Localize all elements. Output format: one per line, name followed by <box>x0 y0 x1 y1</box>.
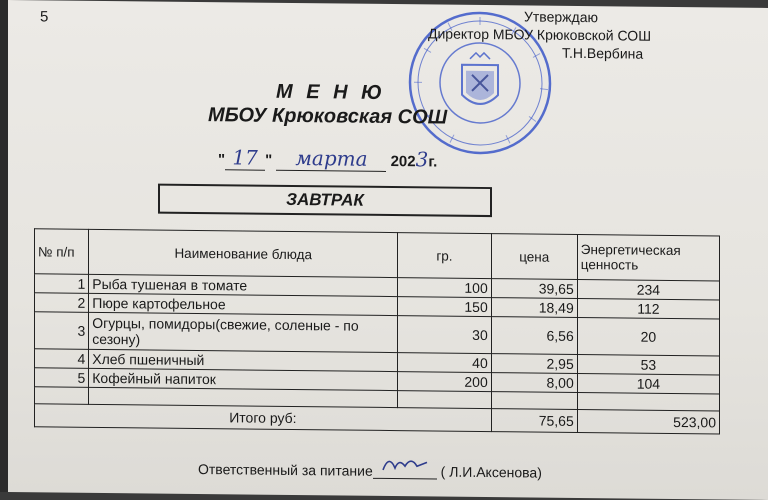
approval-line1: Утверждаю <box>524 7 651 26</box>
date-year-prefix: 202 <box>391 153 416 170</box>
header-price: цена <box>491 234 577 280</box>
row-num: 1 <box>35 274 89 294</box>
total-label: Итого руб: <box>35 404 492 432</box>
row-num: 5 <box>35 368 89 388</box>
row-name: Хлеб пшеничный <box>89 349 398 371</box>
approval-block <box>428 6 651 62</box>
meal-title: ЗАВТРАК <box>158 184 492 217</box>
row-name: Рыба тушеная в томате <box>89 274 398 296</box>
row-energy: 20 <box>577 317 719 355</box>
row-num: 3 <box>35 312 89 350</box>
row-energy: 112 <box>577 298 719 318</box>
date-day: 17 <box>225 145 265 170</box>
row-name: Огурцы, помидоры(свежие, соленые - по сезону) <box>89 312 398 352</box>
responsible-label: Ответственный за питание <box>198 461 373 479</box>
row-name: Пюре картофельное <box>89 293 398 315</box>
date-open-quote: " <box>218 151 225 168</box>
header-gr: гр. <box>398 233 492 279</box>
header-energy: Энергетическая ценность <box>577 234 719 280</box>
date-year-digit: 3 <box>416 147 429 171</box>
row-gr: 100 <box>398 278 492 298</box>
menu-table <box>34 228 720 434</box>
approval-line2: Директор МБОУ Крюковской СОШ <box>428 24 651 44</box>
menu-date <box>218 145 437 172</box>
row-energy: 234 <box>577 279 719 299</box>
row-price: 39,65 <box>491 279 577 299</box>
row-gr: 200 <box>398 372 492 392</box>
approval-line3: Т.Н.Вербина <box>562 44 651 63</box>
responsible-person <box>198 460 542 481</box>
date-close-quote: " <box>265 152 272 169</box>
row-gr: 40 <box>398 353 492 373</box>
date-year-suffix: г. <box>428 153 437 170</box>
page-title: М Е Н Ю <box>276 81 386 105</box>
school-name: МБОУ Крюковская СОШ <box>208 104 447 130</box>
row-price: 6,56 <box>491 317 577 355</box>
row-price: 18,49 <box>491 298 577 318</box>
row-energy: 104 <box>577 373 719 393</box>
row-price: 8,00 <box>491 373 577 393</box>
page-number: 5 <box>40 8 48 25</box>
responsible-name: ( Л.И.Аксенова) <box>441 464 542 481</box>
row-name: Кофейный напиток <box>89 368 398 390</box>
signature <box>373 462 437 480</box>
row-gr: 30 <box>398 316 492 354</box>
table-header-row <box>35 229 720 281</box>
header-name: Наименование блюда <box>89 229 398 277</box>
date-month: марта <box>276 146 386 172</box>
row-num: 4 <box>35 349 89 369</box>
row-num: 2 <box>35 293 89 313</box>
menu-document <box>8 0 768 500</box>
header-num: № п/п <box>35 229 89 275</box>
total-energy: 523,00 <box>577 409 719 433</box>
row-energy: 53 <box>577 354 719 374</box>
row-price: 2,95 <box>491 354 577 374</box>
background-edge <box>0 0 8 492</box>
row-gr: 150 <box>398 297 492 317</box>
total-price: 75,65 <box>491 409 577 433</box>
